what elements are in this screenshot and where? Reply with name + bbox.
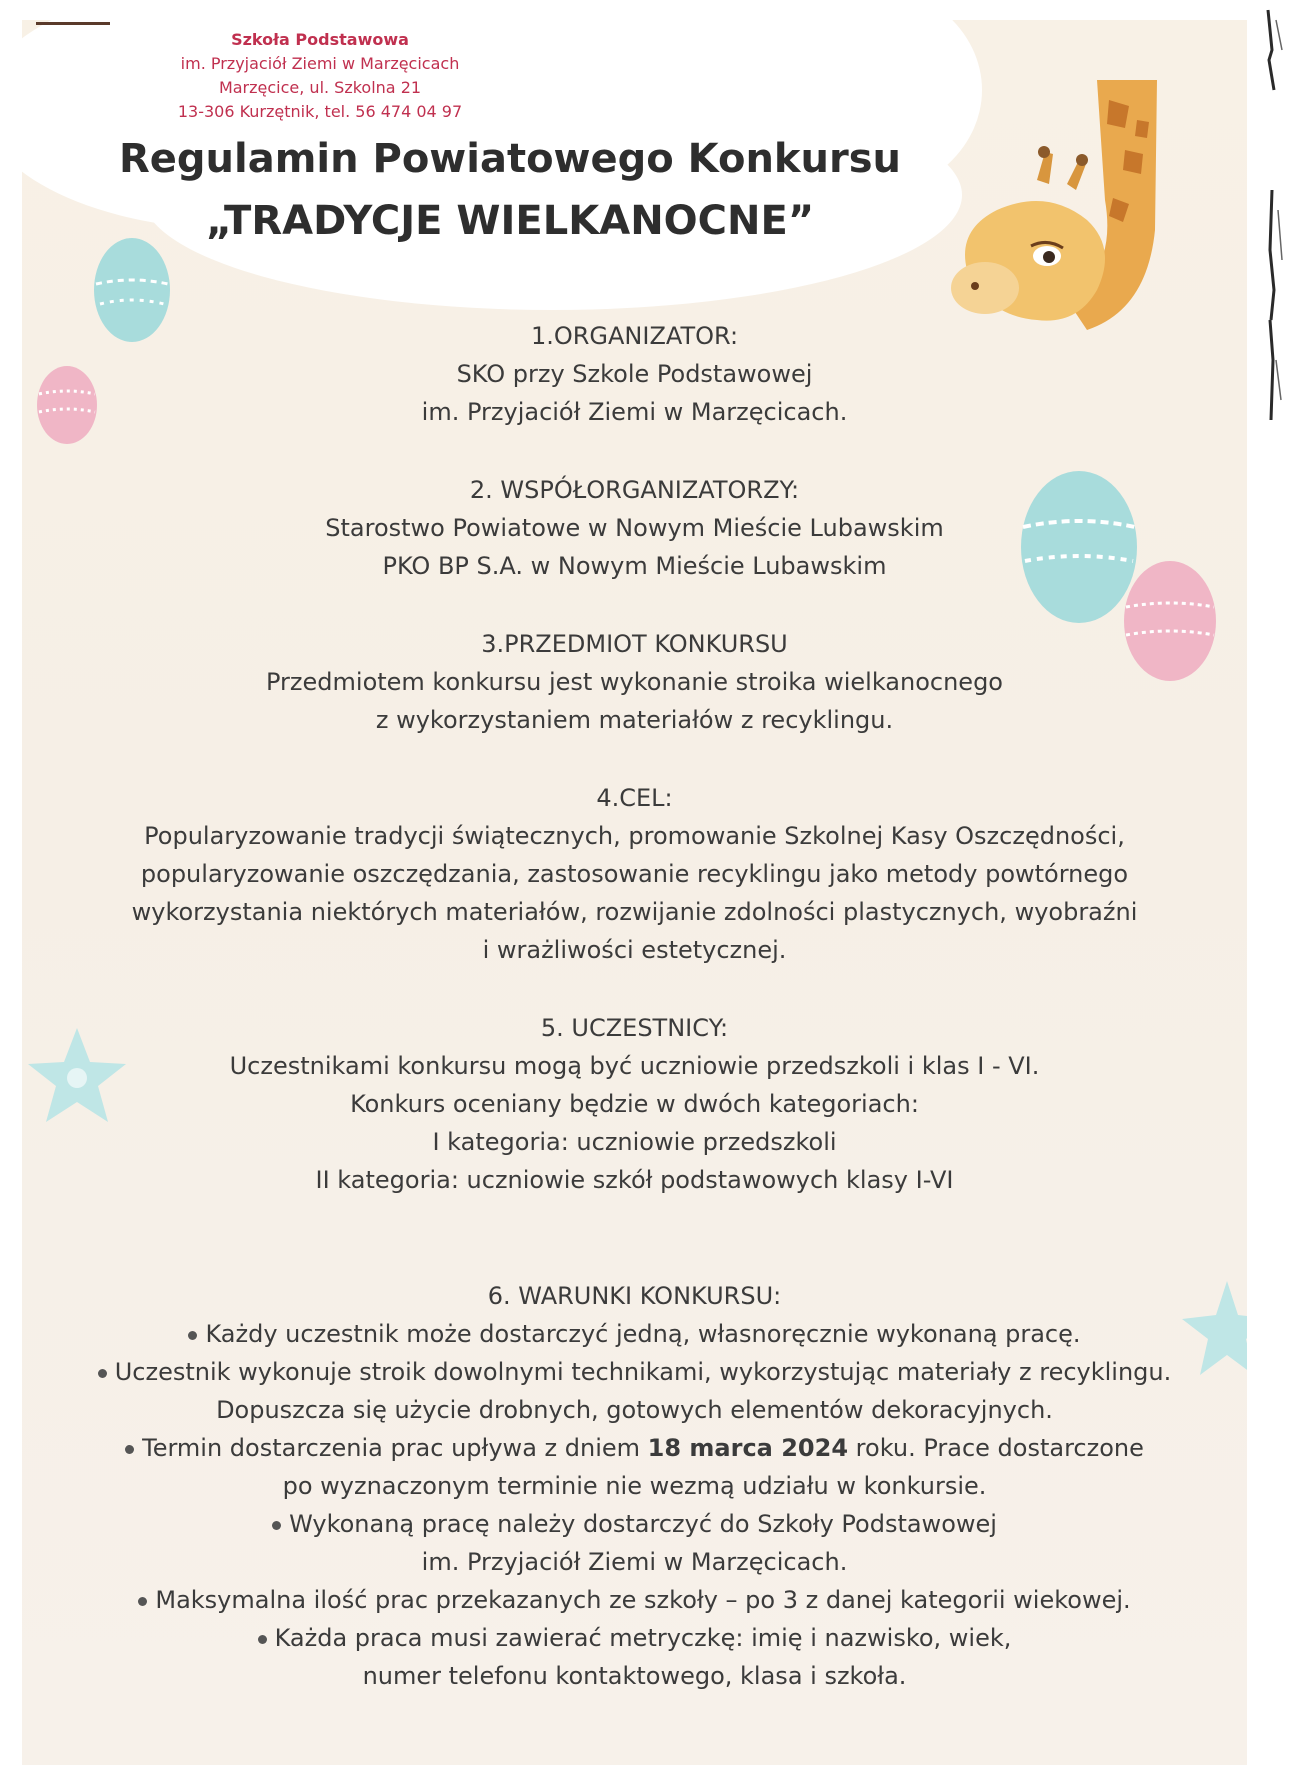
section-text: wykorzystania niektórych materiałów, rozwijanie zdolności plastycznych, wyobraźni bbox=[131, 898, 1138, 926]
deadline-date: 18 marca 2024 bbox=[647, 1434, 849, 1462]
condition-text: Maksymalna ilość prac przekazanych ze szkoły – po 3 z danej kategorii wiekowej. bbox=[155, 1586, 1131, 1614]
section-text: Uczestnikami konkursu mogą być uczniowie przedszkoli i klas I - VI. bbox=[229, 1052, 1040, 1080]
section-text: Konkurs oceniany będzie w dwóch kategoriach: bbox=[350, 1090, 919, 1118]
condition-item bbox=[22, 1315, 1247, 1353]
condition-item bbox=[22, 1353, 1247, 1391]
bullet-icon bbox=[98, 1369, 107, 1378]
condition-text: roku. Prace dostarczone bbox=[855, 1434, 1144, 1462]
pen-mark bbox=[36, 22, 110, 25]
section-heading: 3.PRZEDMIOT KONKURSU bbox=[481, 630, 788, 658]
section-organizer bbox=[22, 317, 1247, 431]
document-title bbox=[80, 128, 940, 252]
section-conditions bbox=[22, 1277, 1247, 1695]
section-participants bbox=[22, 1009, 1247, 1199]
section-text: z wykorzystaniem materiałów z recyklingu. bbox=[375, 706, 894, 734]
section-heading: 4.CEL: bbox=[596, 784, 673, 812]
bullet-icon bbox=[258, 1635, 267, 1644]
stamp-line-4: 13-306 Kurzętnik, tel. 56 474 04 97 bbox=[177, 102, 463, 121]
giraffe-icon bbox=[927, 80, 1187, 350]
bullet-icon bbox=[125, 1445, 134, 1454]
section-heading: 1.ORGANIZATOR: bbox=[530, 322, 739, 350]
section-text: im. Przyjaciół Ziemi w Marzęcicach. bbox=[421, 398, 848, 426]
section-text: PKO BP S.A. w Nowym Mieście Lubawskim bbox=[382, 552, 887, 580]
title-line-1: Regulamin Powiatowego Konkursu bbox=[118, 136, 902, 182]
section-text: SKO przy Szkole Podstawowej bbox=[456, 360, 813, 388]
stamp-line-1: Szkoła Podstawowa bbox=[231, 30, 409, 49]
condition-item bbox=[22, 1429, 1247, 1467]
scan-edge-artifact bbox=[1262, 0, 1300, 480]
section-text: Przedmiotem konkursu jest wykonanie stroika wielkanocnego bbox=[266, 668, 1003, 696]
section-text: popularyzowanie oszczędzania, zastosowanie recyklingu jako metody powtórnego bbox=[140, 860, 1129, 888]
document-body bbox=[22, 317, 1247, 1695]
section-text: II kategoria: uczniowie szkół podstawowych klasy I-VI bbox=[315, 1166, 954, 1194]
section-text: Starostwo Powiatowe w Nowym Mieście Lubawskim bbox=[325, 514, 944, 542]
condition-text: Każda praca musi zawierać metryczkę: imię i nazwisko, wiek, bbox=[274, 1624, 1012, 1652]
bullet-icon bbox=[272, 1521, 281, 1530]
condition-continuation: po wyznaczonym terminie nie wezmą udziału w konkursie. bbox=[282, 1472, 987, 1500]
bullet-icon bbox=[138, 1597, 147, 1606]
stamp-line-3: Marzęcice, ul. Szkolna 21 bbox=[218, 78, 422, 97]
section-subject bbox=[22, 625, 1247, 739]
condition-text: Termin dostarczenia prac upływa z dniem bbox=[142, 1434, 641, 1462]
condition-item bbox=[22, 1505, 1247, 1543]
stamp-line-2: im. Przyjaciół Ziemi w Marzęcicach bbox=[180, 54, 460, 73]
condition-text: Uczestnik wykonuje stroik dowolnymi technikami, wykorzystując materiały z recyklingu. bbox=[114, 1358, 1172, 1386]
school-stamp bbox=[105, 28, 535, 124]
section-goal bbox=[22, 779, 1247, 969]
condition-item bbox=[22, 1619, 1247, 1657]
section-heading: 5. UCZESTNICY: bbox=[540, 1014, 729, 1042]
section-text: Popularyzowanie tradycji świątecznych, promowanie Szkolnej Kasy Oszczędności, bbox=[144, 822, 1125, 850]
section-coorganizers bbox=[22, 471, 1247, 585]
section-text: i wrażliwości estetycznej. bbox=[482, 936, 787, 964]
condition-continuation: im. Przyjaciół Ziemi w Marzęcicach. bbox=[421, 1548, 848, 1576]
condition-continuation: Dopuszcza się użycie drobnych, gotowych elementów dekoracyjnych. bbox=[216, 1396, 1053, 1424]
condition-item bbox=[22, 1581, 1247, 1619]
condition-text: Każdy uczestnik może dostarczyć jedną, własnoręcznie wykonaną pracę. bbox=[205, 1320, 1081, 1348]
section-heading: 6. WARUNKI KONKURSU: bbox=[487, 1282, 782, 1310]
condition-continuation: numer telefonu kontaktowego, klasa i szkoła. bbox=[362, 1662, 907, 1690]
section-heading: 2. WSPÓŁORGANIZATORZY: bbox=[469, 476, 800, 504]
condition-text: Wykonaną pracę należy dostarczyć do Szkoły Podstawowej bbox=[289, 1510, 997, 1538]
section-text: I kategoria: uczniowie przedszkoli bbox=[432, 1128, 837, 1156]
title-line-2: „TRADYCJE WIELKANOCNE” bbox=[205, 198, 815, 244]
bullet-icon bbox=[188, 1331, 197, 1340]
